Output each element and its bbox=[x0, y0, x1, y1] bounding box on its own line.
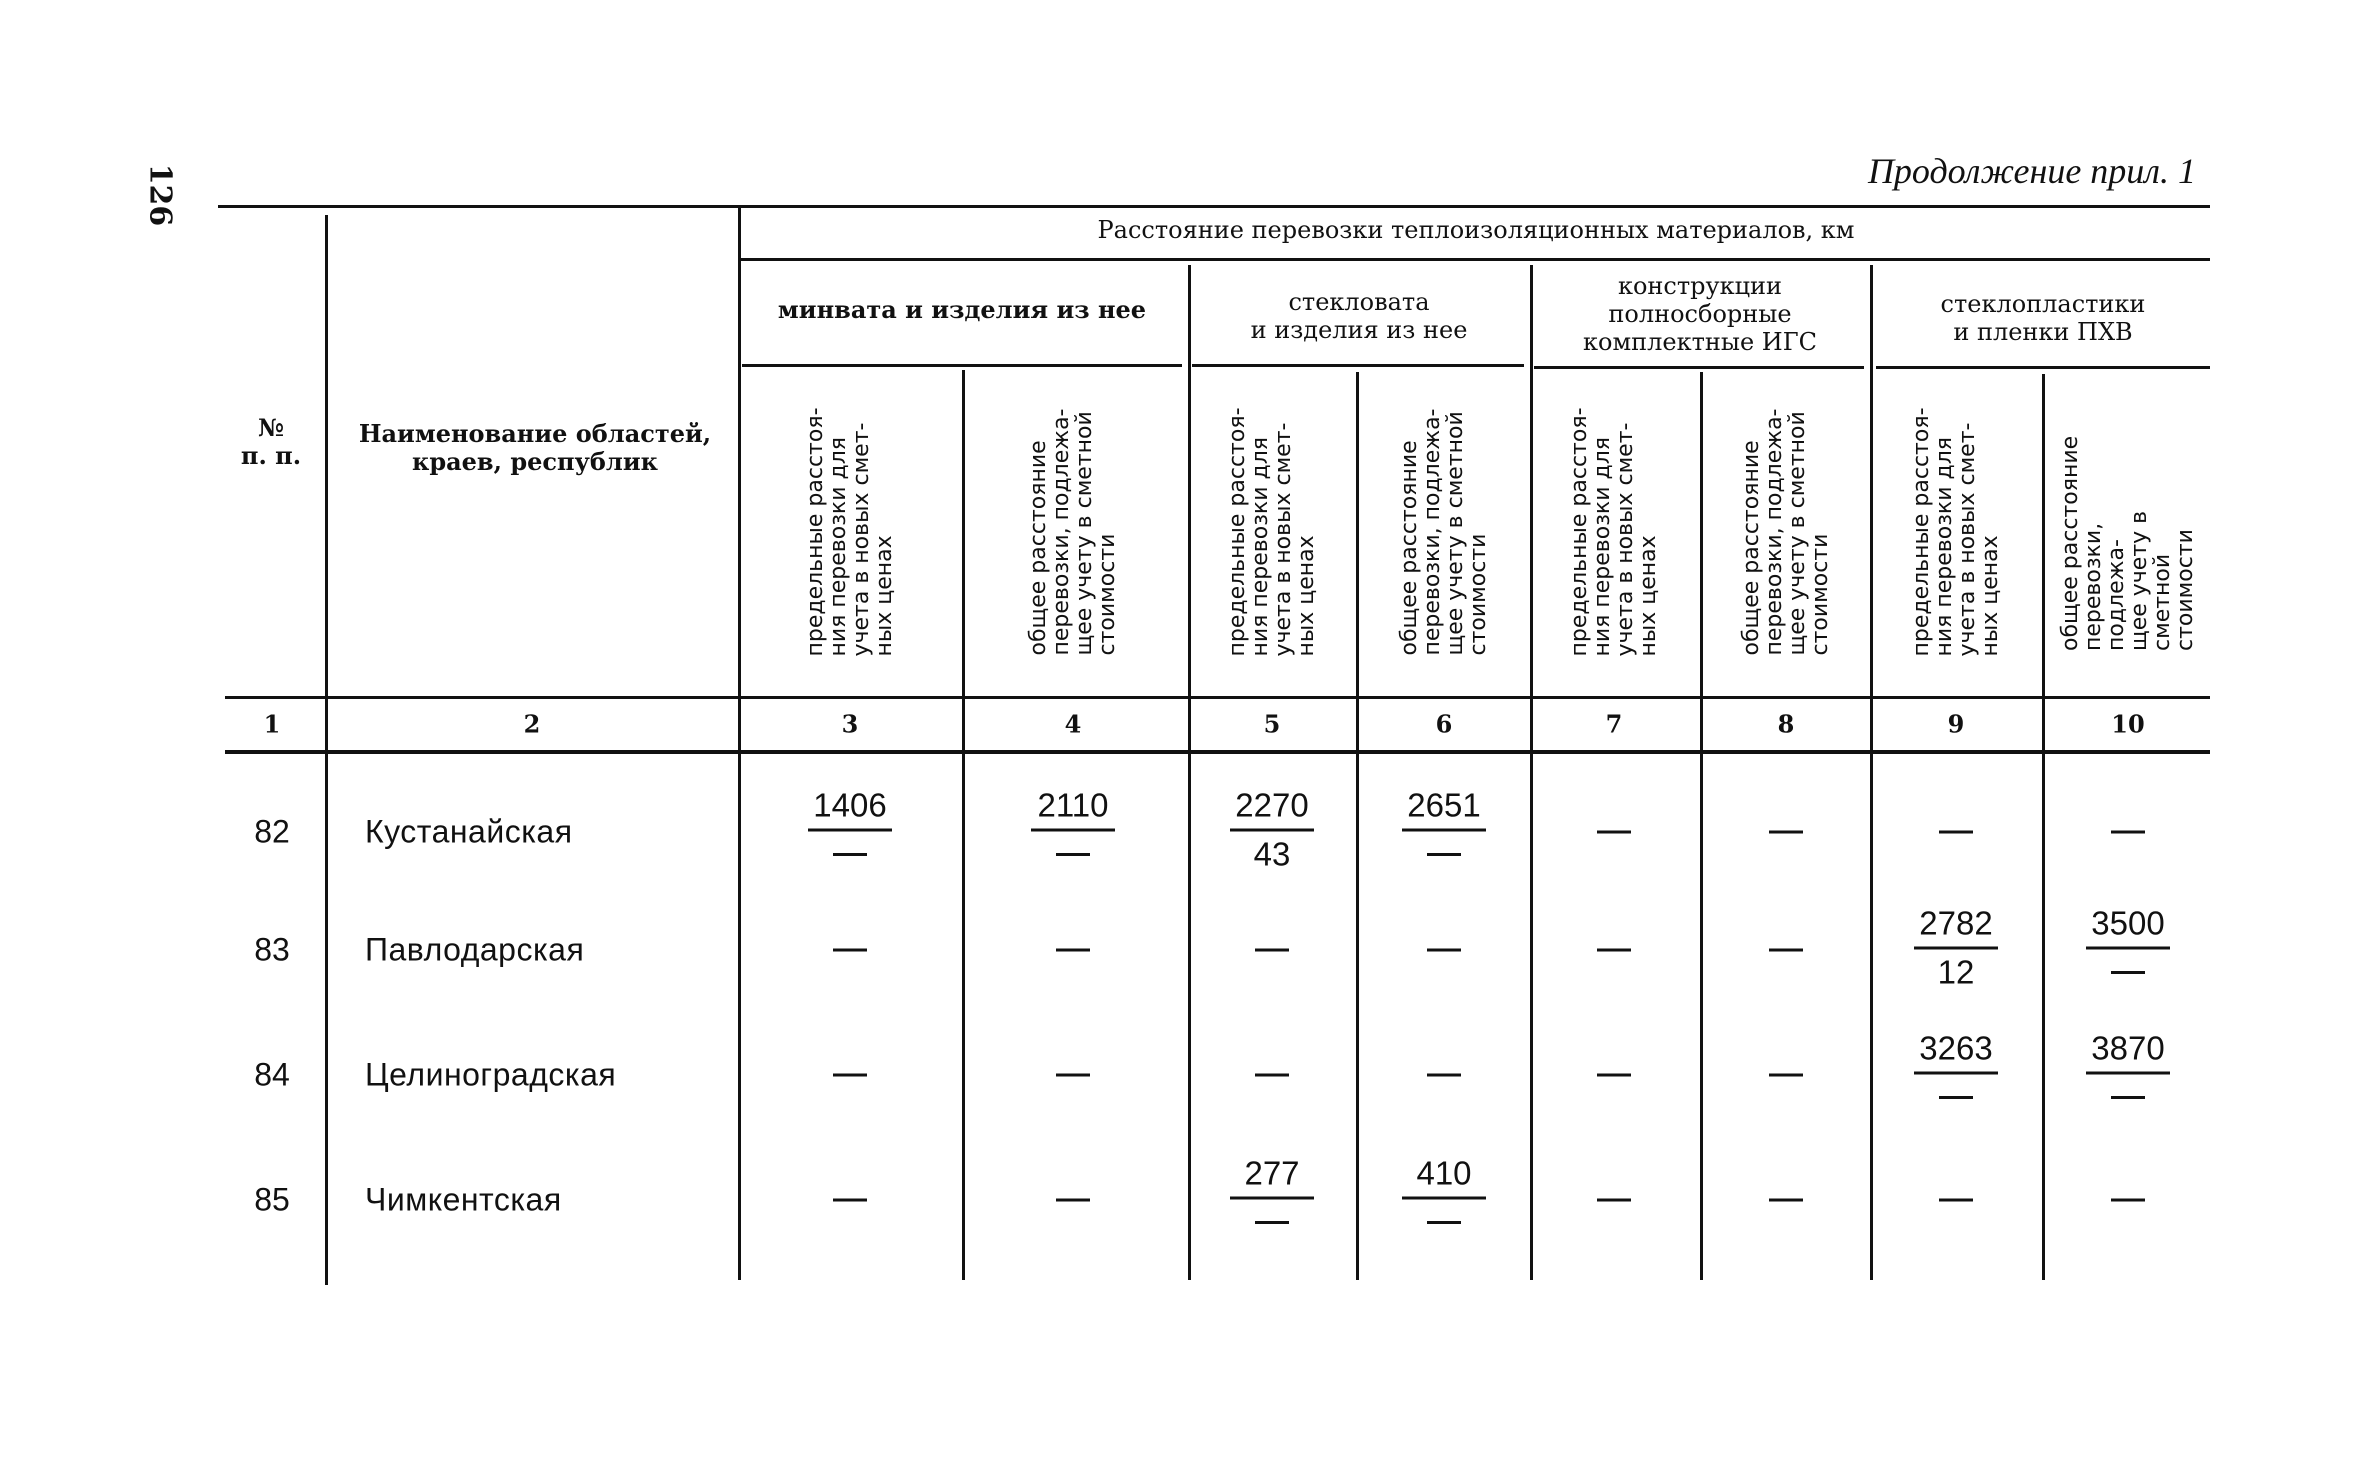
cell-value bbox=[1428, 931, 1461, 968]
table-cell bbox=[1384, 931, 1504, 969]
cell-denominator bbox=[2068, 950, 2188, 992]
cell-value bbox=[1940, 813, 1973, 850]
dash-mark bbox=[2111, 1096, 2145, 1099]
column-number-10: 10 bbox=[2111, 709, 2145, 739]
cell-denominator: 43 bbox=[1253, 835, 1291, 873]
column-number-7: 7 bbox=[1605, 709, 1623, 739]
table-cell bbox=[1896, 1181, 2016, 1219]
distance-group-title: Расстояние перевозки теплоизоляционных материалов, км bbox=[1097, 216, 1855, 244]
table-cell bbox=[1013, 787, 1133, 874]
cell-value bbox=[1940, 1181, 1973, 1218]
continuation-title: Продолжение прил. 1 bbox=[1867, 151, 2196, 191]
cell-value bbox=[1770, 813, 1803, 850]
cell-numerator: 410 bbox=[1402, 1155, 1486, 1200]
group-title-rule bbox=[738, 258, 2210, 261]
subheader-col9: предельные расстоя- ния перевозки для учета в новых смет- ных ценах bbox=[1909, 407, 2003, 657]
row-number: 84 bbox=[254, 1056, 290, 1093]
dash-mark bbox=[833, 1073, 867, 1076]
subheader-col4: общее расстояние перевозки, подлежа- щее учету в сметной стоимости bbox=[1026, 408, 1120, 656]
dash-mark bbox=[1597, 948, 1631, 951]
table-cell bbox=[2068, 813, 2188, 851]
subheader-col6: общее расстояние перевозки, подлежа- щее учету в сметной стоимости bbox=[1397, 408, 1491, 656]
table-cell bbox=[1212, 1056, 1332, 1094]
group-header-plastics: стеклопластики и пленки ПХВ bbox=[1940, 290, 2146, 346]
cell-value bbox=[834, 1056, 867, 1093]
subheader-col10: общее расстояние перевозки, подлежа- щее учету в сметной стоимости bbox=[2058, 435, 2198, 651]
region-name: Кустанайская bbox=[365, 813, 573, 850]
cell-numerator: 3870 bbox=[2086, 1030, 2170, 1075]
subheader-col5: предельные расстоя- ния перевозки для учета в новых смет- ных ценах bbox=[1225, 407, 1319, 657]
dash-mark bbox=[1769, 1198, 1803, 1201]
table-cell bbox=[1384, 1155, 1504, 1242]
table-cell bbox=[1896, 905, 2016, 992]
column-number-5: 5 bbox=[1263, 709, 1281, 739]
dash-mark bbox=[1056, 948, 1090, 951]
region-name: Чимкентская bbox=[365, 1181, 562, 1218]
group-header-minvata: минвата и изделия из нее bbox=[777, 295, 1147, 324]
column-number-3: 3 bbox=[841, 709, 859, 739]
cell-denominator: 12 bbox=[1937, 953, 1975, 991]
table-cell bbox=[1554, 813, 1674, 851]
cell-value bbox=[834, 1181, 867, 1218]
table-cell bbox=[1896, 1030, 2016, 1117]
cell-value bbox=[1598, 813, 1631, 850]
dash-mark bbox=[1427, 1073, 1461, 1076]
table-cell bbox=[1554, 931, 1674, 969]
table-cell bbox=[1212, 1155, 1332, 1242]
column-number-8: 8 bbox=[1777, 709, 1795, 739]
table-cell bbox=[1013, 1056, 1133, 1094]
cell-value bbox=[834, 931, 867, 968]
table-cell bbox=[790, 931, 910, 969]
cell-denominator bbox=[790, 832, 910, 874]
dash-mark bbox=[833, 948, 867, 951]
cell-value bbox=[1428, 1056, 1461, 1093]
dash-mark bbox=[1597, 1198, 1631, 1201]
dash-mark bbox=[1597, 1073, 1631, 1076]
cell-denominator bbox=[1384, 1200, 1504, 1242]
cell-value bbox=[1598, 1181, 1631, 1218]
table-cell bbox=[1896, 813, 2016, 851]
column-number-9: 9 bbox=[1947, 709, 1965, 739]
table-cell bbox=[1384, 787, 1504, 874]
table-cell bbox=[1384, 1056, 1504, 1094]
table-cell bbox=[1013, 1181, 1133, 1219]
dash-mark bbox=[2111, 830, 2145, 833]
dash-mark bbox=[833, 853, 867, 856]
dash-mark bbox=[2111, 1198, 2145, 1201]
dash-mark bbox=[1427, 948, 1461, 951]
group-rule-2 bbox=[1192, 364, 1524, 367]
cell-denominator bbox=[2068, 1075, 2188, 1117]
cell-numerator: 2651 bbox=[1402, 787, 1486, 832]
table-cell bbox=[1726, 813, 1846, 851]
cell-value bbox=[1256, 1056, 1289, 1093]
cell-numerator: 1406 bbox=[808, 787, 892, 832]
group-header-steklovata: стекловата и изделия из нее bbox=[1250, 288, 1468, 344]
cell-numerator: 3500 bbox=[2086, 905, 2170, 950]
cell-value bbox=[1770, 1056, 1803, 1093]
cell-numerator: 2110 bbox=[1031, 787, 1115, 832]
row-number: 83 bbox=[254, 931, 290, 968]
table-cell bbox=[1726, 1056, 1846, 1094]
subheader-col8: общее расстояние перевозки, подлежа- щее учету в сметной стоимости bbox=[1739, 408, 1833, 656]
table-cell bbox=[1013, 931, 1133, 969]
table-cell bbox=[2068, 1181, 2188, 1219]
dash-mark bbox=[1056, 1198, 1090, 1201]
dash-mark bbox=[1056, 1073, 1090, 1076]
cell-denominator bbox=[1384, 832, 1504, 874]
cell-value bbox=[2112, 813, 2145, 850]
dash-mark bbox=[2111, 971, 2145, 974]
column-number-2: 2 bbox=[523, 709, 541, 739]
subheader-col7: предельные расстоя- ния перевозки для учета в новых смет- ных ценах bbox=[1567, 407, 1661, 657]
dash-mark bbox=[1769, 1073, 1803, 1076]
cell-numerator: 277 bbox=[1230, 1155, 1314, 1200]
col-divider-8 bbox=[1870, 265, 1873, 1280]
table-cell bbox=[790, 787, 910, 874]
cell-value bbox=[1770, 1181, 1803, 1218]
table-cell bbox=[1212, 931, 1332, 969]
col-divider-2 bbox=[738, 205, 741, 1280]
col-divider-6 bbox=[1530, 265, 1533, 1280]
region-name: Павлодарская bbox=[365, 931, 585, 968]
table-cell bbox=[2068, 905, 2188, 992]
dash-mark bbox=[1597, 830, 1631, 833]
col-divider-7 bbox=[1700, 372, 1703, 1280]
table-cell bbox=[2068, 1030, 2188, 1117]
table-top-rule bbox=[218, 205, 2210, 208]
region-name: Целиноградская bbox=[365, 1056, 617, 1093]
cell-numerator: 2270 bbox=[1230, 787, 1314, 832]
dash-mark bbox=[1939, 1096, 1973, 1099]
dash-mark bbox=[1255, 1221, 1289, 1224]
column-number-bottom-rule bbox=[225, 750, 2210, 754]
table-cell bbox=[1554, 1181, 1674, 1219]
cell-denominator bbox=[1896, 1075, 2016, 1117]
row-number: 82 bbox=[254, 813, 290, 850]
group-header-igs: конструкции полносборные комплектные ИГС bbox=[1583, 272, 1817, 356]
cell-value bbox=[1057, 931, 1090, 968]
dash-mark bbox=[1939, 830, 1973, 833]
cell-value bbox=[1770, 931, 1803, 968]
subheader-col3: предельные расстоя- ния перевозки для учета в новых смет- ных ценах bbox=[803, 407, 897, 657]
table-cell bbox=[1212, 787, 1332, 874]
col-divider-3 bbox=[962, 370, 965, 1280]
table-cell bbox=[1726, 931, 1846, 969]
cell-value bbox=[1256, 931, 1289, 968]
num-column-header: № п. п. bbox=[240, 413, 302, 470]
cell-denominator bbox=[1013, 832, 1133, 874]
cell-denominator bbox=[1212, 1200, 1332, 1242]
group-rule-4 bbox=[1876, 366, 2210, 369]
col-divider-1 bbox=[325, 215, 328, 1285]
group-rule-1 bbox=[742, 364, 1182, 367]
column-number-1: 1 bbox=[263, 709, 281, 739]
cell-value bbox=[1057, 1181, 1090, 1218]
table-cell bbox=[1554, 1056, 1674, 1094]
cell-value bbox=[1598, 931, 1631, 968]
dash-mark bbox=[1427, 1221, 1461, 1224]
cell-value bbox=[1598, 1056, 1631, 1093]
dash-mark bbox=[1769, 830, 1803, 833]
dash-mark bbox=[1427, 853, 1461, 856]
dash-mark bbox=[1769, 948, 1803, 951]
column-number-4: 4 bbox=[1064, 709, 1082, 739]
col-divider-9 bbox=[2042, 374, 2045, 1280]
name-column-header: Наименование областей, краев, республик bbox=[358, 419, 712, 476]
row-number: 85 bbox=[254, 1181, 290, 1218]
col-divider-4 bbox=[1188, 265, 1191, 1280]
cell-numerator: 3263 bbox=[1914, 1030, 1998, 1075]
cell-value bbox=[1057, 1056, 1090, 1093]
column-number-top-rule bbox=[225, 696, 2210, 699]
cell-value bbox=[2112, 1181, 2145, 1218]
dash-mark bbox=[1056, 853, 1090, 856]
table-cell bbox=[790, 1181, 910, 1219]
group-rule-3 bbox=[1534, 366, 1864, 369]
cell-numerator: 2782 bbox=[1914, 905, 1998, 950]
column-number-6: 6 bbox=[1435, 709, 1453, 739]
dash-mark bbox=[1255, 1073, 1289, 1076]
col-divider-5 bbox=[1356, 372, 1359, 1280]
table-cell bbox=[1726, 1181, 1846, 1219]
dash-mark bbox=[833, 1198, 867, 1201]
page-number: 126 bbox=[142, 163, 178, 227]
dash-mark bbox=[1939, 1198, 1973, 1201]
table-cell bbox=[790, 1056, 910, 1094]
dash-mark bbox=[1255, 948, 1289, 951]
